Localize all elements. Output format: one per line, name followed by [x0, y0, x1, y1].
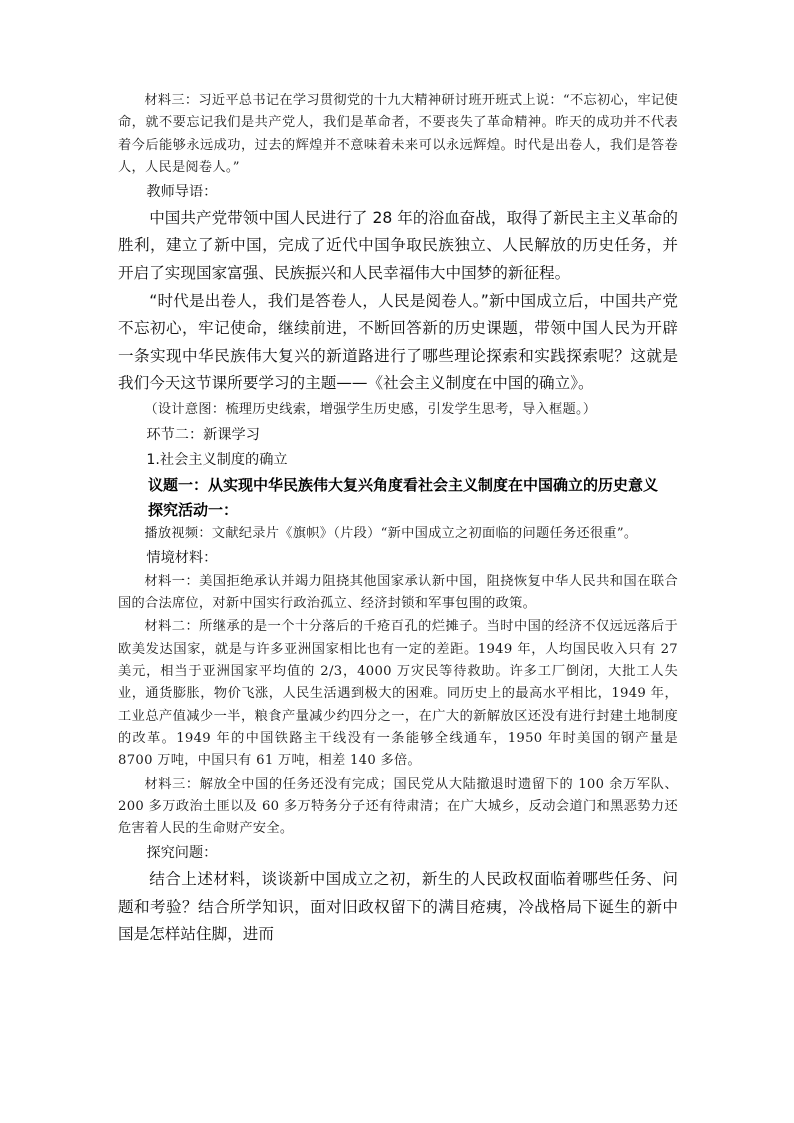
subsection-1-title: 1.社会主义制度的确立 — [146, 451, 288, 468]
context-label: 情境材料： — [146, 549, 218, 566]
section-2-title: 环节二：新课学习 — [146, 426, 260, 443]
material-2: 材料二：所继承的是一个十分落后的千疮百孔的烂摊子。当时中国的经济不仅远远落后于欧美发达国家，就是与许多亚洲国家相比也有一定的差距。1949 年，人均国民收入只有 27 美元，相当于亚洲国家平均值的 2/3，4000 万灾民等待救助。许多工厂倒闭，大批工人失业，通货膨胀，物价飞涨，人民生活遇到极大的困难。同历史上的最高水平相比，1949 年，工业总产值减少一半，粮食产量减少约四分之一，在广大的新解放区还没有进行封建土地制度的改革。1949 年的中国铁路主干线没有一条能够全线通车，1950 年时美国的钢产量是 8700 万吨，中国只有 61 万吨，相差 140 多倍。 — [118, 619, 678, 769]
design-intent: （设计意图：梳理历史线索，增强学生历史感，引发学生思考，导入框题。） — [144, 402, 597, 418]
material-1: 材料一：美国拒绝承认并竭力阻挠其他国家承认新中国，阻挠恢复中华人民共和国在联合国的合法席位，对新中国实行政治孤立、经济封锁和军事包围的政策。 — [118, 573, 678, 612]
topic-1-heading: 议题一：从实现中华民族伟大复兴角度看社会主义制度在中国确立的历史意义 — [148, 475, 659, 494]
video-note: 播放视频：文献纪录片《旗帜》（片段）“新中国成立之初面临的问题任务还很重”。 — [144, 525, 638, 541]
teacher-intro-label: 教师导语： — [146, 184, 218, 201]
material-3: 材料三：解放全中国的任务还没有完成；国民党从大陆撤退时遗留下的 100 余万军队、200 多万政治土匪以及 60 多万特务分子还有待肃清；在广大城乡，反动会道门和黑恶势力还危害着人民的生命财产安全。 — [118, 776, 678, 837]
document-body — [118, 90, 678, 948]
teacher-paragraph-2: “时代是出卷人，我们是答卷人，人民是阅卷人。”新中国成立后，中国共产党不忘初心，牢记使命，继续前进，不断回答新的历史课题，带领中国人民为开辟一条实现中华民族伟大复兴的新道路进行了哪些理论探索和实践探索呢？这就是我们今天这节课所要学习的主题——《社会主义制度在中国的确立》。 — [118, 292, 678, 392]
activity-1-heading: 探究活动一： — [148, 500, 239, 519]
inquiry-label: 探究问题： — [146, 845, 218, 862]
intro-material-three: 材料三：习近平总书记在学习贯彻党的十九大精神研讨班开班式上说：“不忘初心，牢记使命，就不要忘记我们是共产党人，我们是革命者，不要丧失了革命精神。昨天的成功并不代表着今后能够永远成功，过去的辉煌并不意味着未来可以永远辉煌。时代是出卷人，我们是答卷人，人民是阅卷人。” — [118, 93, 678, 175]
teacher-paragraph-1: 中国共产党带领中国人民进行了 28 年的浴血奋战，取得了新民主主义革命的胜利，建立了新中国，完成了近代中国争取民族独立、人民解放的历史任务，并开启了实现国家富强、民族振兴和人民幸福伟大中国梦的新征程。 — [118, 209, 678, 282]
inquiry-paragraph: 结合上述材料，谈谈新中国成立之初，新生的人民政权面临着哪些任务、问题和考验？结合所学知识，面对旧政权留下的满目疮痍，冷战格局下诞生的新中国是怎样站住脚，进而 — [118, 870, 678, 944]
